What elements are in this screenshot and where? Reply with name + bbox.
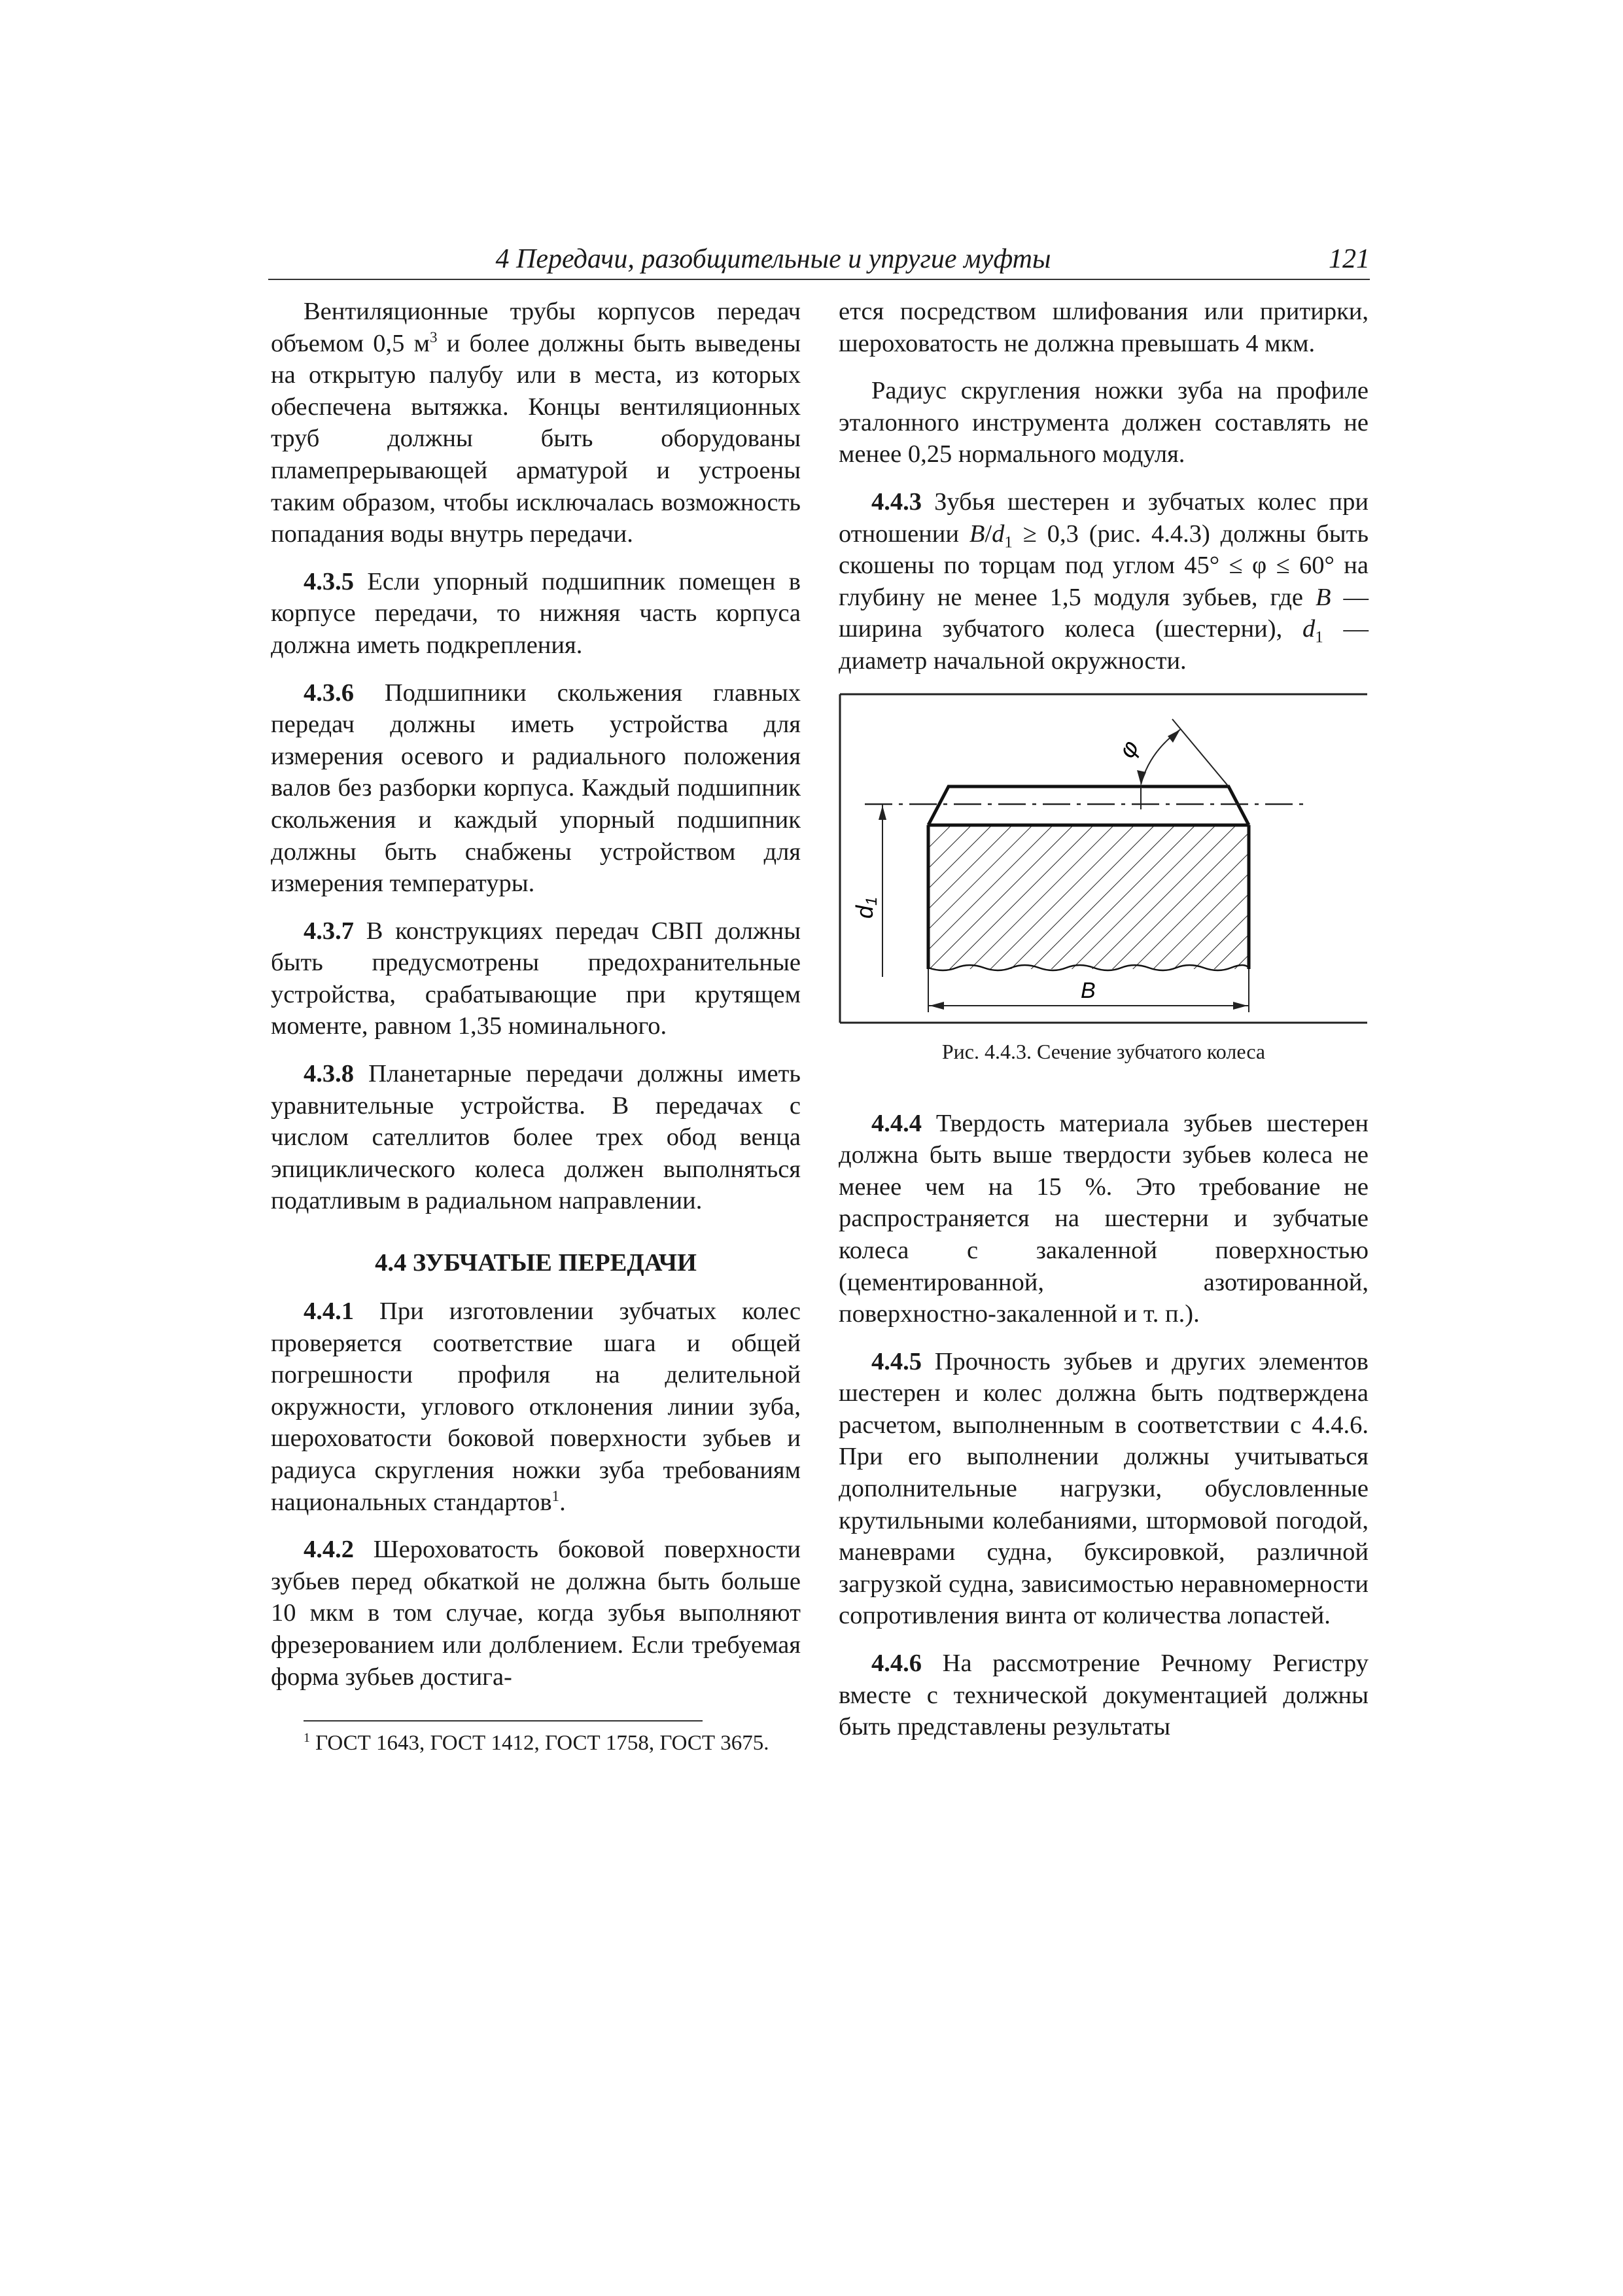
phi-label: φ bbox=[1113, 735, 1144, 762]
paragraph-4-4-6: 4.4.6 На рассмотрение Речному Регистру вместе с технической документацией должны быть представлены результаты bbox=[839, 1650, 1369, 1741]
left-column bbox=[271, 296, 801, 1757]
chamfer-outline bbox=[928, 786, 1249, 825]
gear-section-drawing bbox=[839, 693, 1369, 1024]
paragraph-4-4-2: 4.4.2 Шероховатость боковой поверхности зубьев перед обкаткой не должна быть больше 10 мкм в том случае, когда зубья выполняют фрезерованием или долблением. Если требуемая форма зубьев достига- bbox=[271, 1536, 801, 1691]
b-label: B bbox=[1081, 978, 1096, 1003]
d1-label: d1 bbox=[851, 896, 881, 919]
angle-extension-line bbox=[1172, 719, 1229, 786]
footnote-rule bbox=[304, 1720, 703, 1722]
running-header bbox=[268, 241, 1370, 280]
paragraph-4-3-7: 4.3.7 В конструкциях передач СВП должны быть предусмотрены предохранительные устройства, срабатывающие при крутящем моменте, равном 1,35 номинального. bbox=[271, 917, 801, 1040]
paragraph-4-4-3: 4.4.3 Зубья шестерен и зубчатых колес при отношении $B/d_1 \ge 0,3$ (рис. 4.4.3) должны быть скошены по торцам под углом 45° ≤ φ ≤ 60° на глубину не менее 1,5 модуля зубьев, где B — ширина зубчатого колеса (шестерни), $d_1$ — диаметр начальной окружности. bbox=[839, 487, 1369, 675]
gear-section-figure bbox=[839, 693, 1369, 1024]
paragraph-4-4-4: 4.4.4 Твердость материала зубьев шестерен должна быть выше твердости зубьев колеса не менее чем на 15 %. Это требование не распространяется на шестерни и зубчатые колеса с закаленной поверхностью (цементированной, азотированной, поверхностно-закаленной и т. п.). bbox=[839, 1109, 1369, 1328]
paragraph-4-4-1: 4.4.1 При изготовлении зубчатых колес проверяется соответствие шага и общей погрешности профиля на делительной окружности, углового отклонения линии зуба, шероховатости боковой поверхности зубьев и радиуса скругления ножки зуба требованиям национальных стандартов$^1$. bbox=[271, 1298, 801, 1516]
arc-arrow-bottom bbox=[1137, 770, 1146, 785]
paragraph-4-4-5: 4.4.5 Прочность зубьев и других элементов шестерен и колес должна быть подтверждена расчетом, выполненным в соответствии с 4.4.6. При его выполнении должны учитываться дополнительные нагрузки, обусловленные крутильными колебаниями, штормовой погодой, маневрами судна, буксировкой, различной загрузкой судна, зависимостью неравномерности сопротивления винта от количества лопастей. bbox=[839, 1347, 1369, 1630]
d1-arrow-top bbox=[879, 805, 886, 820]
b-arrow-left bbox=[930, 1002, 944, 1010]
header-rule bbox=[268, 279, 1370, 280]
arc-arrow-top bbox=[1168, 730, 1180, 743]
page-number: 121 bbox=[1329, 244, 1370, 274]
paragraph-continuation: ется посредством шлифования или притирки, шероховатость не должна превышать 4 мкм. bbox=[839, 298, 1369, 357]
footnote: $^1$ ГОСТ 1643, ГОСТ 1412, ГОСТ 1758, ГОСТ 3675. bbox=[304, 1731, 769, 1756]
paragraph-4-3-5: 4.3.5 Если упорный подшипник помещен в корпусе передачи, то нижняя часть корпуса должна иметь подкрепления. bbox=[271, 567, 801, 659]
figure-caption: Рис. 4.4.3. Сечение зубчатого колеса bbox=[941, 1039, 1266, 1063]
paragraph-ventilation: Вентиляционные трубы корпусов передач объемом 0,5 $м^3$ и более должны быть выведены на открытую палубу или в места, из которых обеспечена вытяжка. Концы вентиляционных труб должны быть оборудованы пламепрерывающей арматурой и устроены таким образом, чтобы исключалась возможность попадания воды внутрь передачи. bbox=[271, 298, 801, 548]
hatched-area bbox=[928, 825, 1249, 969]
running-title: 4 Передачи, разобщительные и упругие муфты bbox=[495, 244, 1051, 274]
section-title: 4.4 ЗУБЧАТЫЕ ПЕРЕДАЧИ bbox=[375, 1249, 697, 1277]
paragraph-4-3-8: 4.3.8 Планетарные передачи должны иметь уравнительные устройства. В передачах с числом сателлитов более трех обод венца эпициклического колеса должен выполняться податливым в радиальном направлении. bbox=[271, 1060, 801, 1215]
b-arrow-right bbox=[1233, 1002, 1248, 1010]
paragraph-4-3-6: 4.3.6 Подшипники скольжения главных передач должны иметь устройства для измерения осевого и радиального положения валов без разборки корпуса. Каждый подшипник скольжения и каждый упорный подшипник должны быть снабжены устройством для измерения температуры. bbox=[271, 679, 801, 898]
right-column bbox=[839, 296, 1369, 1759]
paragraph-radius: Радиус скругления ножки зуба на профиле эталонного инструмента должен составлять не менее 0,25 нормального модуля. bbox=[839, 377, 1369, 468]
